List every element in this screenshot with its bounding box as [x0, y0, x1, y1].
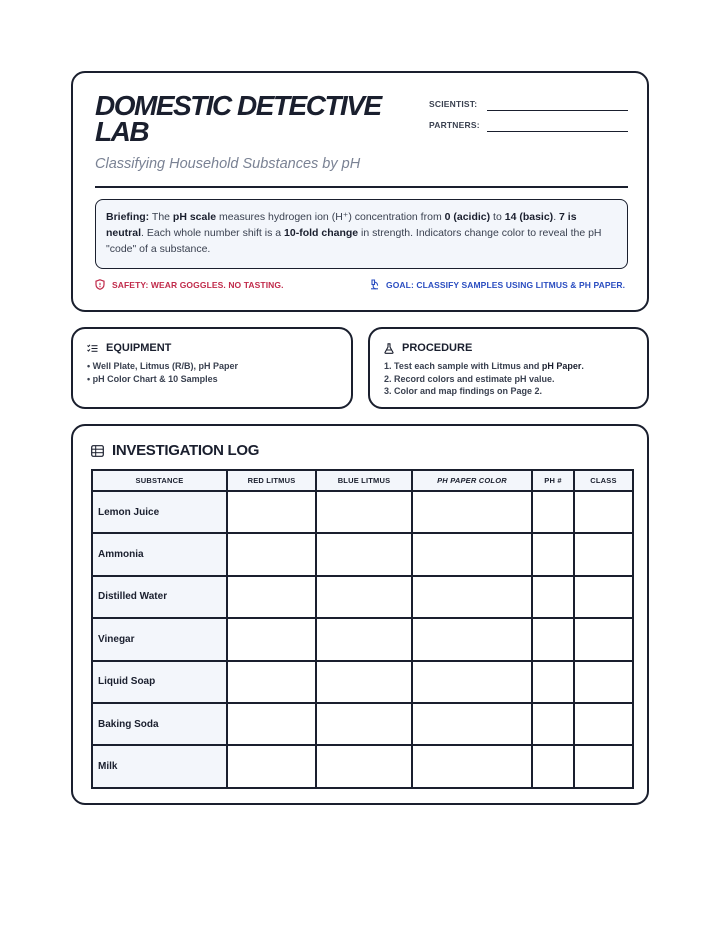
safety-notice [95, 279, 284, 290]
blue-litmus-cell[interactable] [316, 703, 412, 745]
list-item [384, 360, 584, 373]
log-title: INVESTIGATION LOG [112, 442, 260, 459]
procedure-card [368, 327, 649, 409]
substance-cell: Liquid Soap [92, 661, 227, 703]
class-cell[interactable] [574, 576, 633, 618]
briefing-text-6: in strength. Indicators change color to reveal the pH "code" of a substance. [106, 227, 602, 255]
investigation-log-table [91, 469, 634, 789]
red-litmus-cell[interactable] [227, 703, 316, 745]
substance-cell: Ammonia [92, 533, 227, 575]
partners-field[interactable] [487, 131, 628, 132]
column-header-ph-paper-color: PH PAPER COLOR [412, 470, 532, 491]
scientist-field[interactable] [487, 110, 628, 111]
blue-litmus-cell[interactable] [316, 661, 412, 703]
equipment-heading [87, 342, 171, 354]
briefing-text-3: to [490, 211, 505, 223]
table-row [92, 745, 633, 787]
equipment-list [87, 360, 238, 385]
ph-paper-color-cell[interactable] [412, 661, 532, 703]
procedure-heading [384, 342, 472, 354]
goal-text: GOAL: CLASSIFY SAMPLES USING LITMUS & PH PAPER. [386, 279, 626, 290]
column-header-red-litmus: RED LITMUS [227, 470, 316, 491]
red-litmus-cell[interactable] [227, 618, 316, 660]
ph-number-cell[interactable] [532, 576, 574, 618]
substance-cell: Baking Soda [92, 703, 227, 745]
log-heading [91, 442, 259, 459]
blue-litmus-cell[interactable] [316, 491, 412, 533]
column-header-blue-litmus: BLUE LITMUS [316, 470, 412, 491]
ph-number-cell[interactable] [532, 618, 574, 660]
ph-paper-color-cell[interactable] [412, 533, 532, 575]
ph-number-cell[interactable] [532, 661, 574, 703]
class-cell[interactable] [574, 533, 633, 575]
table-icon [91, 445, 104, 457]
ph-number-cell[interactable] [532, 745, 574, 787]
blue-litmus-cell[interactable] [316, 745, 412, 787]
step1-text: 1. Test each sample with Litmus and [384, 361, 542, 371]
briefing-bold-4: 7 is neutral [106, 211, 577, 239]
red-litmus-cell[interactable] [227, 491, 316, 533]
ph-paper-color-cell[interactable] [412, 618, 532, 660]
ph-number-cell[interactable] [532, 533, 574, 575]
ph-paper-color-cell[interactable] [412, 491, 532, 533]
microscope-icon [369, 279, 379, 290]
substance-cell: Lemon Juice [92, 491, 227, 533]
equipment-title: EQUIPMENT [106, 342, 172, 354]
table-row [92, 533, 633, 575]
goal-notice [369, 279, 625, 290]
table-row [92, 491, 633, 533]
header-card [71, 71, 649, 312]
substance-cell: Milk [92, 745, 227, 787]
substance-cell: Distilled Water [92, 576, 227, 618]
scientist-label: SCIENTIST: [429, 99, 478, 109]
list-icon [87, 344, 98, 353]
list-item: • pH Color Chart & 10 Samples [87, 373, 218, 384]
red-litmus-cell[interactable] [227, 576, 316, 618]
column-header-substance: SUBSTANCE [92, 470, 227, 491]
blue-litmus-cell[interactable] [316, 576, 412, 618]
red-litmus-cell[interactable] [227, 661, 316, 703]
investigation-log-card [71, 424, 649, 805]
table-row [92, 661, 633, 703]
briefing-bold-1: pH scale [172, 211, 217, 223]
table-row [92, 576, 633, 618]
briefing-bold-2: 0 (acidic) [444, 211, 491, 223]
table-row [92, 703, 633, 745]
procedure-list [384, 360, 584, 398]
page-title: DOMESTIC DETECTIVE LAB [95, 90, 381, 147]
ph-paper-color-cell[interactable] [412, 703, 532, 745]
flask-icon [384, 343, 394, 354]
page-subtitle: Classifying Household Substances by pH [95, 156, 361, 172]
red-litmus-cell[interactable] [227, 745, 316, 787]
briefing-bold-5: 10-fold change [284, 227, 359, 239]
substance-cell: Vinegar [92, 618, 227, 660]
blue-litmus-cell[interactable] [316, 533, 412, 575]
briefing-text-2: measures hydrogen ion (H⁺) concentration from [216, 211, 445, 223]
class-cell[interactable] [574, 703, 633, 745]
class-cell[interactable] [574, 661, 633, 703]
column-header-class: CLASS [574, 470, 633, 491]
column-header-ph-number: PH # [532, 470, 574, 491]
ph-paper-color-cell[interactable] [412, 745, 532, 787]
briefing-text-5: . Each whole number shift is a [141, 227, 285, 239]
equipment-card [71, 327, 353, 409]
briefing-box [95, 199, 628, 269]
ph-number-cell[interactable] [532, 703, 574, 745]
table-row [92, 618, 633, 660]
red-litmus-cell[interactable] [227, 533, 316, 575]
class-cell[interactable] [574, 745, 633, 787]
ph-number-cell[interactable] [532, 491, 574, 533]
list-item: • Well Plate, Litmus (R/B), pH Paper [87, 361, 239, 371]
partners-label: PARTNERS: [429, 120, 480, 130]
blue-litmus-cell[interactable] [316, 618, 412, 660]
table-header-row [92, 470, 633, 491]
briefing-text-4: . [553, 211, 560, 223]
briefing-bold-3: 14 (basic) [504, 211, 554, 223]
briefing-lead: Briefing: [106, 211, 150, 223]
step1-end: . [581, 361, 584, 371]
shield-icon [95, 279, 105, 290]
safety-text: SAFETY: WEAR GOGGLES. NO TASTING. [112, 279, 284, 290]
step1-bold: pH Paper [541, 361, 582, 371]
list-item: 2. Record colors and estimate pH value. [384, 373, 555, 384]
list-item: 3. Color and map findings on Page 2. [384, 386, 543, 397]
ph-paper-color-cell[interactable] [412, 576, 532, 618]
class-cell[interactable] [574, 618, 633, 660]
header-divider [95, 186, 628, 188]
briefing-text-1: The [149, 211, 173, 223]
procedure-title: PROCEDURE [402, 342, 473, 354]
class-cell[interactable] [574, 491, 633, 533]
